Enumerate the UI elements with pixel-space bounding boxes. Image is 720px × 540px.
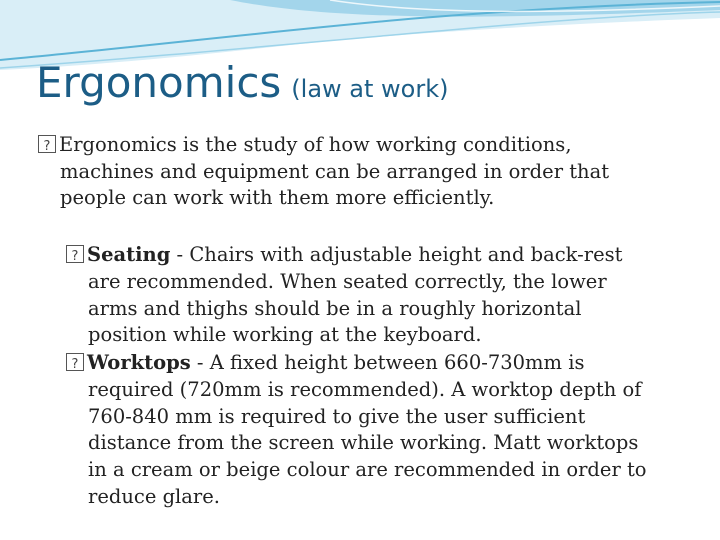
worktops-line: 760-840 mm is required to give the user sufficient xyxy=(88,404,586,428)
worktops-line: in a cream or beige colour are recommended in order to xyxy=(88,458,647,482)
bullet-icon xyxy=(38,135,56,153)
intro-paragraph xyxy=(38,132,648,212)
title-main: Ergonomics xyxy=(36,58,282,107)
seating-line: are recommended. When seated correctly, the lower xyxy=(88,269,607,293)
seating-line: position while working at the keyboard. xyxy=(88,323,482,347)
seating-paragraph xyxy=(66,242,680,349)
worktops-line: - A fixed height between 660-730mm is xyxy=(190,351,585,374)
worktops-line: required (720mm is recommended). A worktop depth of xyxy=(88,377,642,401)
bullet-icon xyxy=(66,245,84,263)
worktops-term: Worktops xyxy=(87,351,191,374)
intro-line: people can work with them more efficiently. xyxy=(60,186,495,209)
intro-line: machines and equipment can be arranged in order that xyxy=(60,159,610,183)
bullet-icon xyxy=(66,353,84,371)
slide-title xyxy=(36,58,449,107)
seating-line: - Chairs with adjustable height and back-rest xyxy=(170,243,623,266)
worktops-line: reduce glare. xyxy=(88,484,220,508)
title-subtitle: (law at work) xyxy=(291,75,449,103)
worktops-paragraph xyxy=(66,350,680,511)
intro-line: Ergonomics is the study of how working conditions, xyxy=(59,133,572,156)
seating-term: Seating xyxy=(87,243,171,266)
seating-line: arms and thighs should be in a roughly horizontal xyxy=(88,296,582,320)
worktops-line: distance from the screen while working. Matt worktops xyxy=(88,431,639,455)
